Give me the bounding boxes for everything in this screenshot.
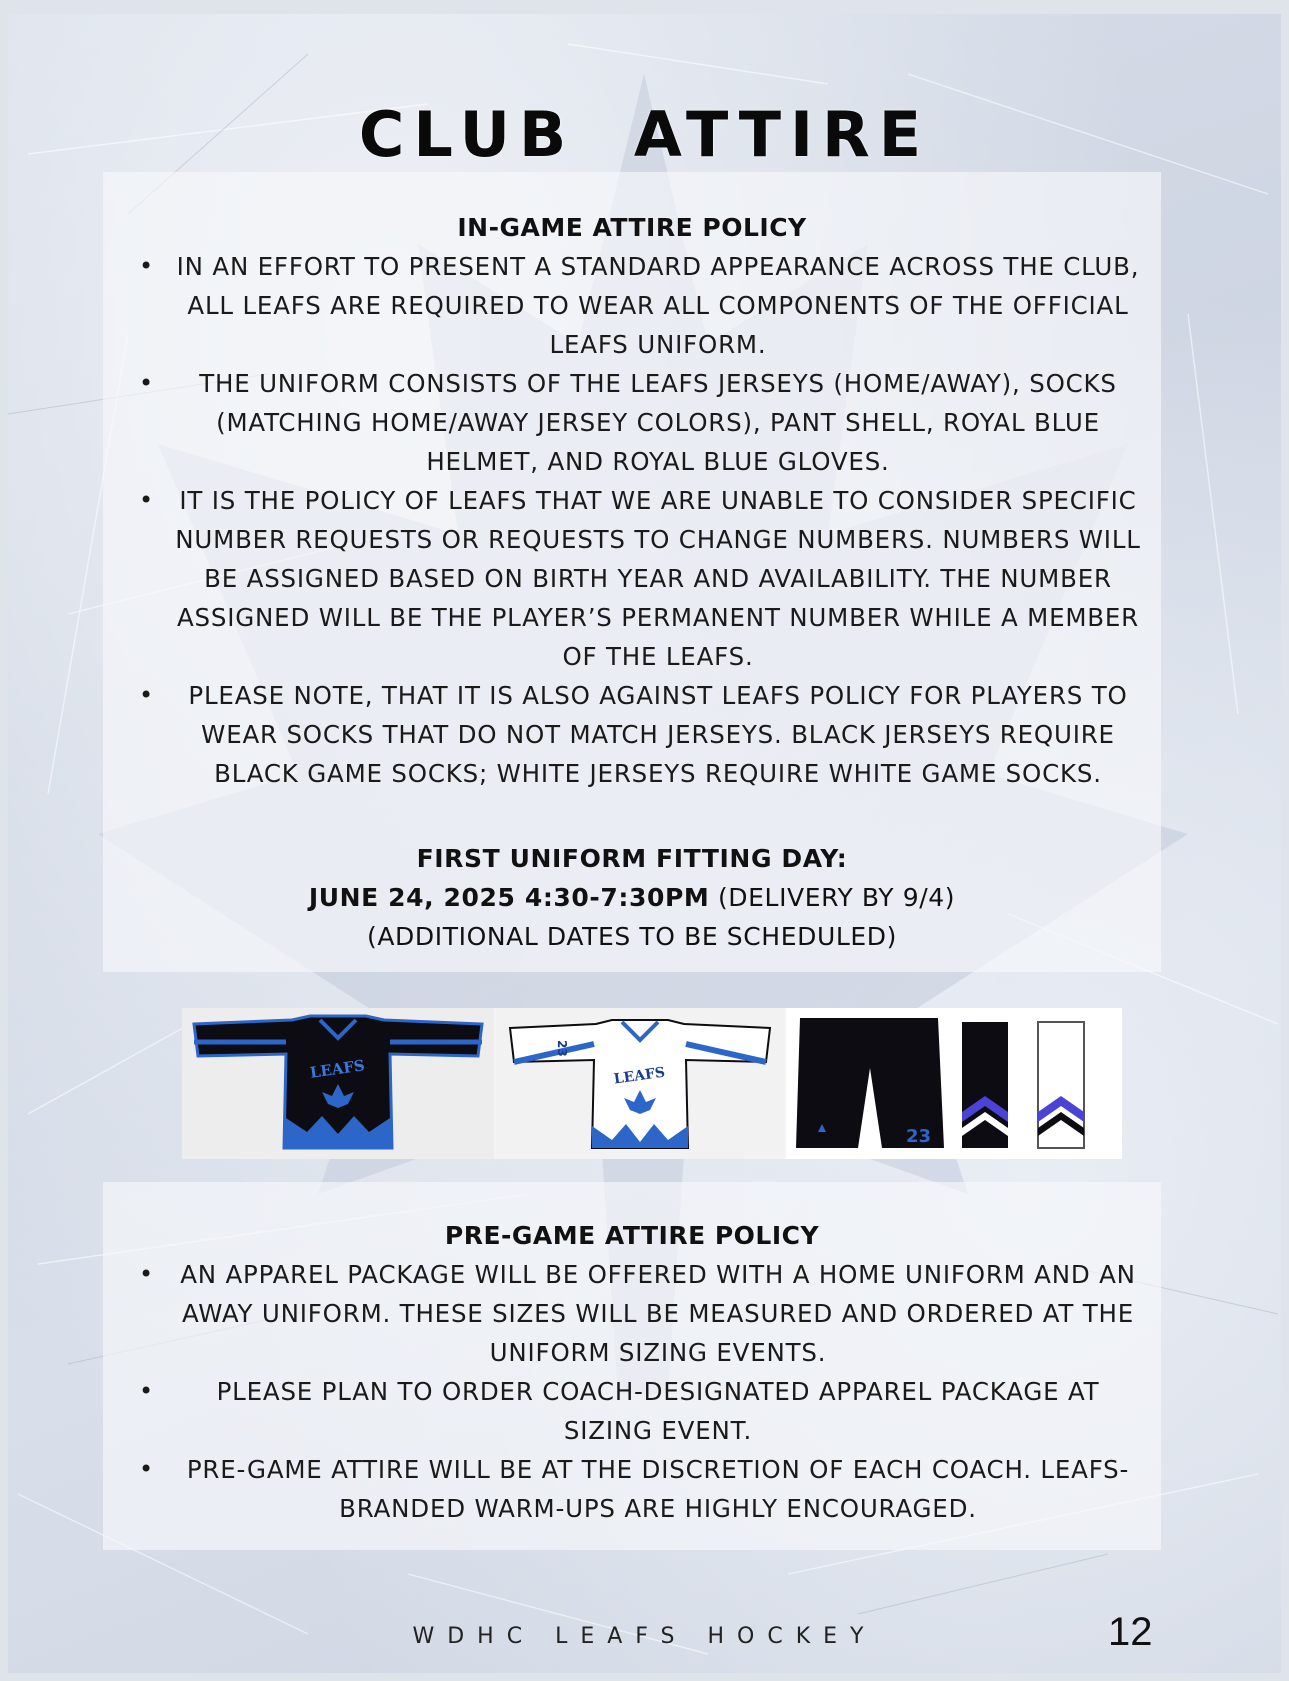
- white-jersey-image: [496, 1008, 784, 1159]
- pre-game-heading: PRE-GAME ATTIRE POLICY: [444, 1221, 820, 1250]
- black-jersey-text: LEAFS: [308, 1056, 366, 1082]
- white-jersey-text: LEAFS: [612, 1064, 667, 1088]
- bullet-icon: •: [139, 486, 154, 514]
- black-jersey-image: [182, 1008, 494, 1159]
- list-item: [103, 676, 1161, 793]
- pant-number: 23: [906, 1126, 932, 1147]
- pre-game-bullet-list: [103, 1255, 1161, 1528]
- sleeve-number: 23: [555, 1040, 569, 1057]
- bullet-text: PLEASE PLAN TO ORDER COACH-DESIGNATED APPAREL PACKAGE AT SIZING EVENT.: [216, 1377, 1100, 1445]
- fitting-date: JUNE 24, 2025 4:30-7:30PM: [308, 883, 710, 912]
- fitting-day-info: [103, 839, 1161, 956]
- fitting-delivery: (DELIVERY BY 9/4): [717, 883, 956, 912]
- footer-text: WDHC LEAFS HOCKEY: [412, 1624, 877, 1649]
- bullet-text: THE UNIFORM CONSISTS OF THE LEAFS JERSEYS (HOME/AWAY), SOCKS (MATCHING HOME/AWAY JERSEY COLORS), PANT SHELL, ROYAL BLUE HELMET, AND ROYAL BLUE GLOVES.: [199, 369, 1117, 476]
- bullet-text: PLEASE NOTE, THAT IT IS ALSO AGAINST LEAFS POLICY FOR PLAYERS TO WEAR SOCKS THAT DO NOT MATCH JERSEYS. BLACK JERSEYS REQUIRE BLACK GAME SOCKS; WHITE JERSEYS REQUIRE WHITE GAME SOCKS.: [188, 681, 1128, 788]
- page-number: 12: [1108, 1610, 1153, 1654]
- pre-game-policy-panel: [103, 1182, 1161, 1550]
- pants-socks-image: [786, 1008, 1122, 1159]
- bullet-icon: •: [139, 681, 154, 709]
- bullet-icon: •: [139, 1455, 154, 1483]
- in-game-heading: IN-GAME ATTIRE POLICY: [457, 213, 807, 242]
- list-item: [103, 1450, 1161, 1528]
- list-item: [103, 364, 1161, 481]
- bullet-icon: •: [139, 252, 154, 280]
- bullet-icon: •: [139, 1260, 154, 1288]
- bullet-text: IT IS THE POLICY OF LEAFS THAT WE ARE UNABLE TO CONSIDER SPECIFIC NUMBER REQUESTS OR REQUESTS TO CHANGE NUMBERS. NUMBERS WILL BE ASSIGNED BASED ON BIRTH YEAR AND AVAILABILITY. THE NUMBER ASSIGNED WILL BE THE PLAYER’S PERMANENT NUMBER WHILE A MEMBER OF THE LEAFS.: [175, 486, 1141, 671]
- bullet-text: AN APPAREL PACKAGE WILL BE OFFERED WITH A HOME UNIFORM AND AN AWAY UNIFORM. THESE SIZES WILL BE MEASURED AND ORDERED AT THE UNIFORM SIZING EVENTS.: [180, 1260, 1136, 1367]
- list-item: [103, 1372, 1161, 1450]
- bullet-icon: •: [139, 1377, 154, 1405]
- list-item: [103, 1255, 1161, 1372]
- in-game-bullet-list: [103, 247, 1161, 793]
- page-title: CLUB ATTIRE: [358, 98, 931, 171]
- fitting-note: (ADDITIONAL DATES TO BE SCHEDULED): [367, 922, 897, 951]
- in-game-policy-panel: [103, 172, 1161, 972]
- fitting-title: FIRST UNIFORM FITTING DAY:: [416, 844, 848, 873]
- uniform-images: [182, 1008, 1122, 1159]
- list-item: [103, 481, 1161, 676]
- bullet-icon: •: [139, 369, 154, 397]
- list-item: [103, 247, 1161, 364]
- document-page: [8, 14, 1281, 1673]
- bullet-text: PRE-GAME ATTIRE WILL BE AT THE DISCRETION OF EACH COACH. LEAFS-BRANDED WARM-UPS ARE HIGHLY ENCOURAGED.: [186, 1455, 1130, 1523]
- bullet-text: IN AN EFFORT TO PRESENT A STANDARD APPEARANCE ACROSS THE CLUB, ALL LEAFS ARE REQUIRED TO WEAR ALL COMPONENTS OF THE OFFICIAL LEAFS UNIFORM.: [176, 252, 1140, 359]
